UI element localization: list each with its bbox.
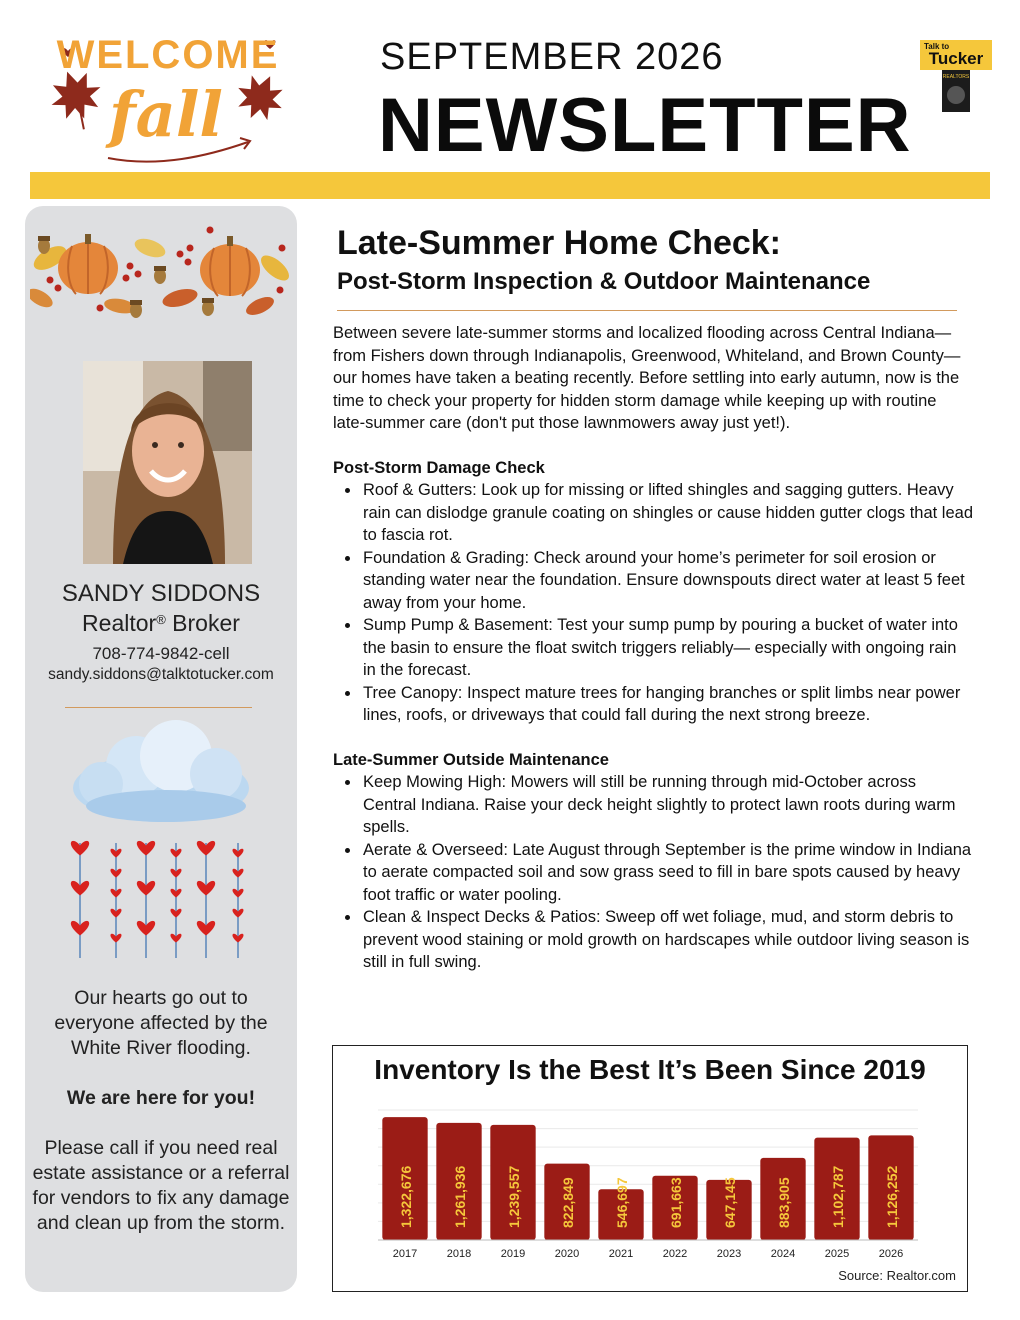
- chart-title: Inventory Is the Best It’s Been Since 2019: [374, 1054, 926, 1085]
- x-tick-label: 2020: [554, 1248, 580, 1260]
- sidebar-divider: [65, 707, 252, 708]
- agent-name: SANDY SIDDONS: [61, 580, 261, 607]
- x-tick-label: 2018: [446, 1248, 472, 1260]
- article-intro: Between severe late-summer storms and localized flooding across Central Indiana—from Fishers down through Indianapolis, Greenwood, Whiteland, and Brown County—our homes have taken a beating recently. Before settling into early autumn, now is the time to check your property for hidden storm damage while keeping up with routine late-summer care (don't put those lawnmowers away just yet!).: [333, 324, 961, 432]
- bar-value-label: 883,905: [776, 1177, 792, 1228]
- sidebar-message-sympathy: Our hearts go out to everyone affected by the White River flooding.: [54, 987, 268, 1059]
- newsletter-title: NEWSLETTER: [378, 83, 912, 168]
- agent-phone: 708-774-9842-cell: [92, 644, 230, 663]
- x-tick-label: 2026: [878, 1248, 904, 1260]
- list-item: Sump Pump & Basement: Test your sump pump by pouring a bucket of water into the basin to ensure the float switch triggers reliably— especially with ongoing rain in the forecast.: [333, 614, 973, 682]
- list-item: Foundation & Grading: Check around your home’s perimeter for soil erosion or standing water near the foundation. Ensure downspouts direct water at least 5 feet away from your home.: [333, 547, 973, 615]
- registered-mark: ®: [156, 612, 166, 627]
- agent-email: sandy.siddons@talktotucker.com: [48, 666, 274, 683]
- autumn-leaf-garland-artwork: [30, 218, 296, 322]
- bar-value-label: 647,145: [722, 1177, 738, 1228]
- list-item: Clean & Inspect Decks & Patios: Sweep off wet foliage, mud, and storm debris to prevent wood staining or mold growth on hardscapes while outdoor living season is still in full swing.: [333, 906, 973, 974]
- x-tick-label: 2017: [392, 1248, 418, 1260]
- list-item: Tree Canopy: Inspect mature trees for hanging branches or split limbs near power lines, roofs, or driveways that could fall during the next strong breeze.: [333, 682, 973, 727]
- agent-photo: [83, 361, 252, 564]
- agent-role-title: Realtor: [82, 610, 157, 636]
- bar-value-label: 822,849: [560, 1177, 576, 1228]
- bar-value-label: 1,261,936: [452, 1165, 468, 1228]
- newsletter-date: SEPTEMBER 2026: [380, 36, 724, 78]
- x-tick-label: 2019: [500, 1248, 526, 1260]
- bar-value-label: 546,697: [614, 1177, 630, 1228]
- x-tick-label: 2025: [824, 1248, 850, 1260]
- agent-role: [25, 610, 297, 637]
- cloud-icon: [73, 720, 249, 822]
- maintenance-checklist: [333, 771, 973, 974]
- x-tick-label: 2023: [716, 1248, 742, 1260]
- pumpkin-icon: [200, 236, 260, 296]
- section-heading-maintenance: Late-Summer Outside Maintenance: [333, 750, 609, 769]
- sidebar-message-call: Please call if you need real estate assistance or a referral for vendors to fix any damage and clean up from the storm.: [32, 1137, 290, 1234]
- x-tick-label: 2021: [608, 1248, 634, 1260]
- welcome-fall-artwork: [48, 18, 288, 176]
- fall-text: fall: [109, 78, 223, 151]
- heart-rain-icon: [71, 841, 244, 958]
- agent-role-broker: Broker: [165, 610, 240, 636]
- header-accent-bar: [30, 172, 990, 199]
- list-item: Keep Mowing High: Mowers will still be running through mid-October across Central Indiana. Raise your deck height slightly to protect lawn roots during warm spells.: [333, 771, 973, 839]
- logo-line3: REALTORS: [942, 74, 970, 80]
- x-tick-label: 2022: [662, 1248, 688, 1260]
- x-tick-label: 2024: [770, 1248, 796, 1260]
- talk-to-tucker-logo: [920, 40, 992, 112]
- pumpkin-icon: [58, 234, 118, 294]
- inventory-bar-chart: [333, 1095, 967, 1265]
- sidebar-message-support: We are here for you!: [66, 1087, 256, 1109]
- list-item: Roof & Gutters: Look up for missing or lifted shingles and sagging gutters. Heavy rain can dislodge granule coating on shingles or cause hidden gutter clogs that lead to fascia rot.: [333, 479, 973, 547]
- article-subtitle: Post-Storm Inspection & Outdoor Maintenance: [337, 268, 871, 295]
- bar-value-label: 1,322,676: [398, 1165, 414, 1228]
- bar-value-label: 1,126,252: [884, 1165, 900, 1228]
- bar-value-label: 691,663: [668, 1177, 684, 1228]
- bar-value-label: 1,239,557: [506, 1165, 522, 1228]
- logo-line2: Tucker: [928, 49, 984, 68]
- article-body: [333, 322, 973, 996]
- storm-checklist: [333, 479, 973, 727]
- bar-value-label: 1,102,787: [830, 1165, 846, 1228]
- article-divider: [337, 310, 957, 311]
- welcome-text: WELCOME: [56, 33, 280, 77]
- heart-rain-cloud-artwork: [66, 718, 256, 968]
- logo-line1: Talk to: [924, 42, 950, 51]
- article-title: Late-Summer Home Check:: [337, 224, 782, 262]
- list-item: Aerate & Overseed: Late August through September is the prime window in Indiana to aerate compacted soil and sow grass seed to fill in bare spots caused by heavy foot traffic or water pooling.: [333, 839, 973, 907]
- section-heading-storm: Post-Storm Damage Check: [333, 458, 545, 477]
- chart-source: Source: Realtor.com: [838, 1268, 956, 1283]
